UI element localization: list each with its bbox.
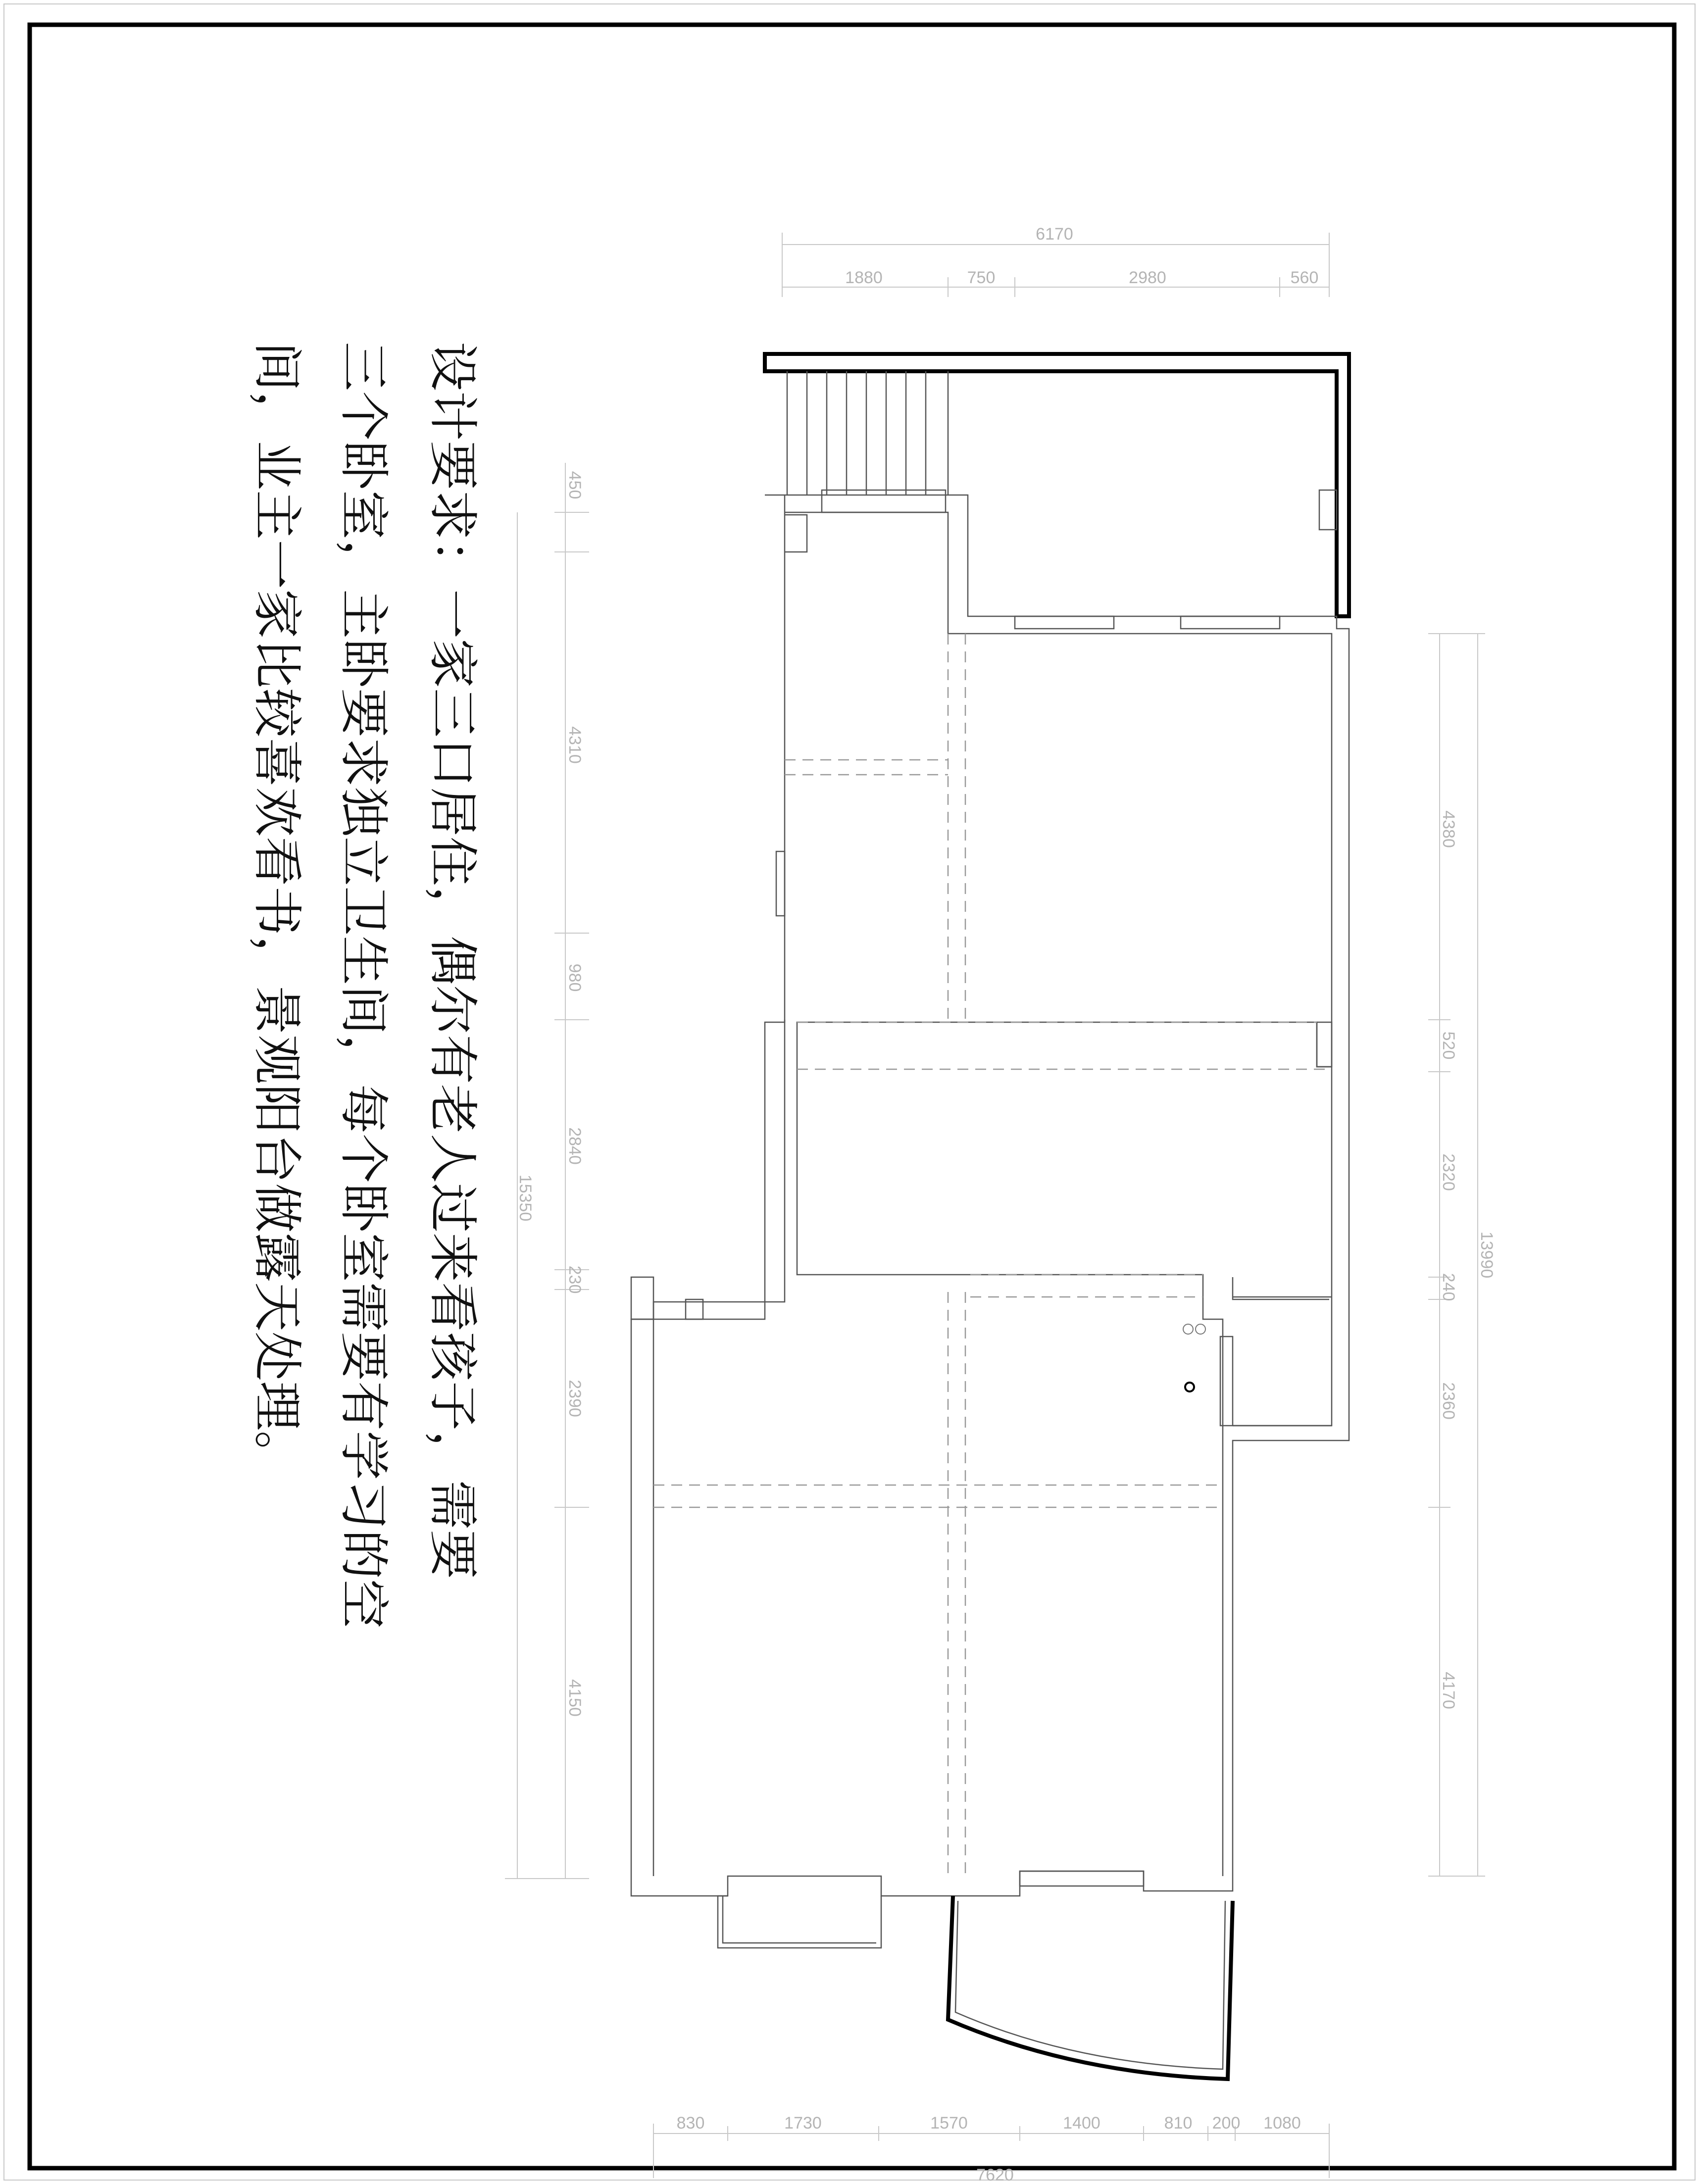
stairs bbox=[787, 371, 948, 495]
dim-bottom-seg-5: 810 bbox=[1164, 2114, 1193, 2133]
top-windows bbox=[822, 490, 1280, 629]
left-dimensions bbox=[505, 463, 589, 1879]
dim-bottom-seg-2: 1730 bbox=[784, 2114, 822, 2133]
main-outer-outline bbox=[631, 495, 1349, 1896]
dim-bottom-seg-7: 1080 bbox=[1263, 2114, 1301, 2133]
dim-left-total: 15350 bbox=[516, 1174, 535, 1222]
bottom-dimensions bbox=[653, 2114, 1329, 2184]
requirement-line-1: 设计要求：一家三口居住，偶尔有老人过来看孩子，需要 bbox=[424, 342, 482, 1579]
requirement-line-2: 三个卧室，主卧要求独立卫生间，每个卧室需要有学习的空 bbox=[335, 342, 393, 1629]
right-dimensions bbox=[1428, 634, 1496, 1876]
top-dimensions bbox=[782, 225, 1329, 297]
requirement-line-3: 间，业主一家比较喜欢看书，景观阳台做露天处理。 bbox=[248, 342, 306, 1480]
dim-bottom-seg-6: 200 bbox=[1212, 2114, 1241, 2133]
dim-right-seg-1: 4380 bbox=[1439, 810, 1458, 848]
fixture-icon bbox=[1183, 1324, 1193, 1334]
dim-right-seg-6: 4170 bbox=[1439, 1672, 1458, 1709]
dim-left-seg-5: 230 bbox=[565, 1265, 584, 1294]
left-column bbox=[631, 1277, 653, 1319]
main-inner-outline bbox=[653, 512, 1332, 1876]
dim-left-seg-2: 4310 bbox=[565, 726, 584, 764]
side-door bbox=[776, 851, 785, 916]
dim-right-seg-4: 240 bbox=[1439, 1273, 1458, 1301]
fixture-icon-2 bbox=[1196, 1324, 1205, 1334]
dim-top-seg-2: 750 bbox=[967, 268, 996, 287]
middle-column bbox=[1317, 1022, 1332, 1067]
dim-right-seg-2: 520 bbox=[1439, 1031, 1458, 1060]
dim-bottom-total: 7620 bbox=[976, 2166, 1014, 2184]
dim-bottom-seg-3: 1570 bbox=[930, 2114, 968, 2133]
right-balcony bbox=[1183, 1297, 1332, 1426]
dim-left-seg-1: 450 bbox=[565, 471, 584, 499]
dim-right-total: 13990 bbox=[1477, 1231, 1496, 1279]
landscape-balcony-inner bbox=[955, 1901, 1225, 2069]
dim-left-seg-6: 2390 bbox=[565, 1380, 584, 1417]
dim-top-seg-4: 560 bbox=[1290, 268, 1319, 287]
dim-left-seg-3: 980 bbox=[565, 963, 584, 992]
design-requirements bbox=[248, 342, 482, 1629]
landscape-balcony-wall bbox=[948, 1896, 1233, 2079]
dim-top-seg-1: 1880 bbox=[845, 268, 883, 287]
dim-left-seg-7: 4150 bbox=[565, 1679, 584, 1717]
terrace-column bbox=[1319, 490, 1337, 530]
dim-right-seg-5: 2360 bbox=[1439, 1382, 1458, 1420]
floor-plan bbox=[631, 354, 1349, 2079]
dim-right-seg-3: 2320 bbox=[1439, 1153, 1458, 1191]
dim-bottom-seg-1: 830 bbox=[676, 2114, 705, 2133]
dashed-guides bbox=[653, 634, 1332, 1876]
bottom-window bbox=[1020, 1871, 1144, 1886]
drain-icon bbox=[1185, 1383, 1194, 1391]
dim-top-total: 6170 bbox=[1036, 225, 1073, 244]
top-terrace-wall bbox=[765, 354, 1349, 616]
bay-window bbox=[718, 1896, 881, 1948]
dim-top-seg-3: 2980 bbox=[1129, 268, 1166, 287]
dim-bottom-seg-4: 1400 bbox=[1063, 2114, 1100, 2133]
dim-left-seg-4: 2840 bbox=[565, 1127, 584, 1165]
utility-corner bbox=[785, 515, 807, 552]
